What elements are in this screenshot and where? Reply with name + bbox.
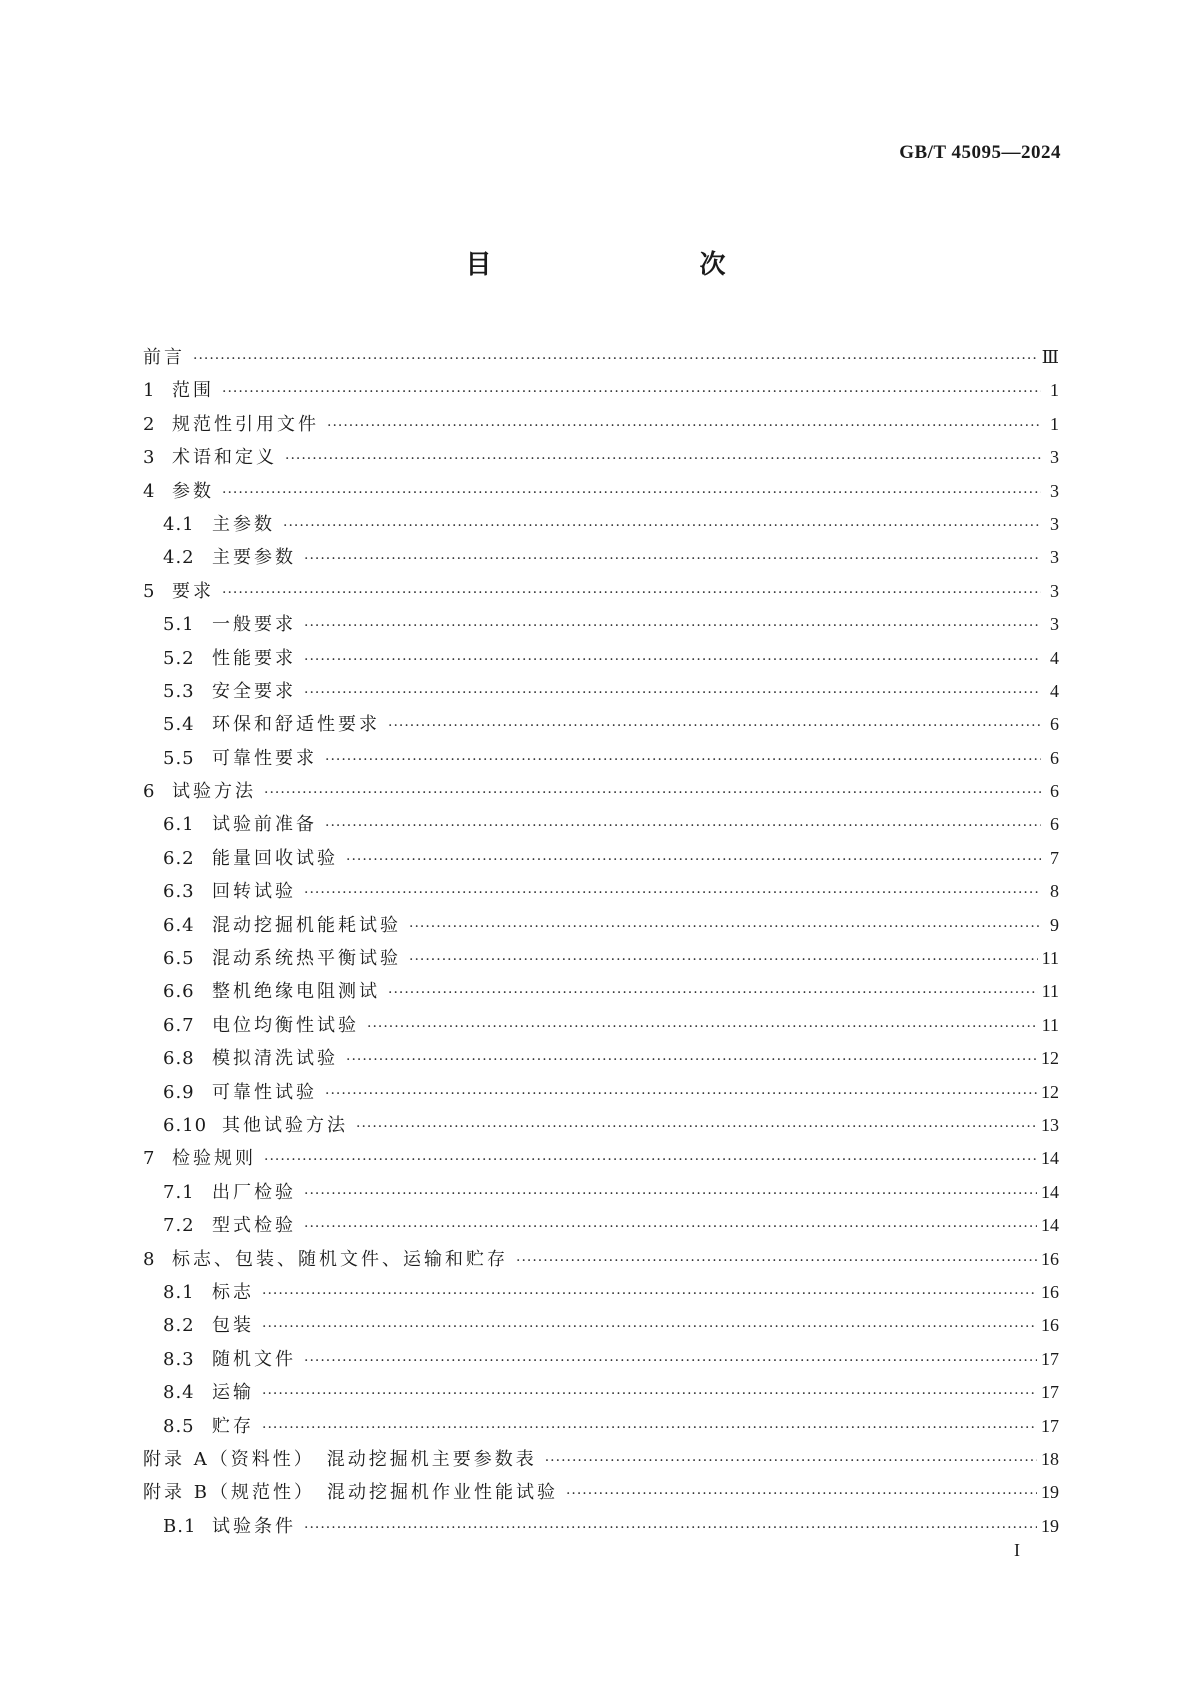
- toc-entry-number: 4.2: [163, 547, 195, 569]
- toc-entry-page: 9: [1050, 914, 1059, 935]
- dot-leader: [304, 1211, 1037, 1244]
- dot-leader: [193, 343, 1038, 376]
- toc-entry[interactable]: [143, 374, 1059, 407]
- toc-entry[interactable]: [143, 475, 1059, 508]
- toc-entry-label: 包装: [212, 1315, 254, 1337]
- toc-entry[interactable]: [143, 441, 1059, 474]
- toc-entry-page: 16: [1041, 1281, 1059, 1302]
- dot-leader: [304, 877, 1041, 910]
- dot-leader: [222, 376, 1041, 409]
- toc-entry-label: 出厂检验: [212, 1181, 296, 1203]
- toc-entry-page: 3: [1050, 513, 1059, 534]
- toc-entry-page: 19: [1041, 1515, 1059, 1536]
- toc-entry[interactable]: [143, 775, 1059, 808]
- toc-entry-page: 1: [1050, 413, 1059, 434]
- toc-entry-label: 模拟清洗试验: [212, 1048, 338, 1070]
- table-of-contents: [143, 341, 1059, 1543]
- dot-leader: [304, 543, 1041, 576]
- toc-entry-label: 一般要求: [212, 614, 296, 636]
- toc-entry[interactable]: [143, 642, 1059, 675]
- toc-entry-number: 6.6: [163, 981, 195, 1003]
- toc-entry-page: 3: [1050, 580, 1059, 601]
- toc-entry-number: 5.1: [163, 614, 195, 636]
- toc-entry-page: 17: [1041, 1348, 1059, 1369]
- toc-entry-label: 混动挖掘机能耗试验: [212, 914, 401, 936]
- toc-entry[interactable]: [143, 1309, 1059, 1342]
- toc-entry-page: 6: [1050, 781, 1059, 802]
- dot-leader: [325, 1078, 1037, 1111]
- toc-entry[interactable]: [143, 1109, 1059, 1142]
- toc-entry-page: Ⅲ: [1041, 347, 1059, 367]
- toc-entry[interactable]: [143, 909, 1059, 942]
- toc-entry-page: 3: [1050, 547, 1059, 568]
- toc-entry-label: 术语和定义: [172, 447, 277, 469]
- toc-entry-page: 12: [1041, 1048, 1059, 1069]
- toc-entry-number: 7.2: [163, 1215, 195, 1237]
- toc-entry[interactable]: [143, 742, 1059, 775]
- toc-entry-page: 14: [1041, 1215, 1059, 1236]
- toc-entry[interactable]: [143, 341, 1059, 374]
- toc-entry-number: 6.4: [163, 914, 195, 936]
- dot-leader: [409, 911, 1041, 944]
- dot-leader: [222, 577, 1041, 610]
- dot-leader: [356, 1111, 1037, 1144]
- toc-entry[interactable]: [143, 408, 1059, 441]
- dot-leader: [325, 744, 1041, 777]
- toc-entry-number: 6.1: [163, 814, 195, 836]
- toc-entry-number: 8.2: [163, 1315, 195, 1337]
- toc-entry-number: 3: [143, 447, 156, 469]
- dot-leader: [304, 677, 1041, 710]
- dot-leader: [262, 1311, 1037, 1344]
- toc-entry-label: 要求: [172, 580, 214, 602]
- toc-entry[interactable]: [143, 1009, 1059, 1042]
- toc-entry-label: 可靠性要求: [212, 747, 317, 769]
- dot-leader: [285, 443, 1041, 476]
- toc-entry[interactable]: [143, 842, 1059, 875]
- toc-entry-label: 规范性引用文件: [172, 413, 319, 435]
- toc-entry-number: 8.5: [163, 1415, 195, 1437]
- toc-entry-label: 标志、包装、随机文件、运输和贮存: [172, 1248, 508, 1270]
- toc-entry-label: 试验条件: [212, 1515, 296, 1537]
- dot-leader: [222, 477, 1041, 510]
- toc-entry-number: 7.1: [163, 1181, 195, 1203]
- toc-entry-label: 附录 A（资料性） 混动挖掘机主要参数表: [143, 1448, 537, 1470]
- toc-entry-page: 11: [1041, 981, 1059, 1002]
- dot-leader: [304, 1512, 1037, 1545]
- toc-entry[interactable]: [143, 575, 1059, 608]
- toc-entry-label: 其他试验方法: [222, 1114, 348, 1136]
- dot-leader: [264, 777, 1041, 810]
- toc-entry-page: 3: [1050, 614, 1059, 635]
- toc-entry-label: 环保和舒适性要求: [212, 714, 380, 736]
- toc-entry[interactable]: [143, 875, 1059, 908]
- toc-entry-page: 18: [1041, 1448, 1059, 1469]
- toc-entry[interactable]: [143, 1042, 1059, 1075]
- toc-entry-number: 5.2: [163, 647, 195, 669]
- dot-leader: [304, 1345, 1037, 1378]
- dot-leader: [264, 1144, 1037, 1177]
- toc-entry-page: 17: [1041, 1415, 1059, 1436]
- toc-entry-page: 16: [1041, 1315, 1059, 1336]
- toc-entry-page: 6: [1050, 714, 1059, 735]
- toc-entry-label: 性能要求: [212, 647, 296, 669]
- toc-entry-label: 型式检验: [212, 1215, 296, 1237]
- toc-entry-number: 2: [143, 413, 156, 435]
- toc-entry-label: 安全要求: [212, 680, 296, 702]
- dot-leader: [367, 1011, 1038, 1044]
- toc-entry-number: 8.3: [163, 1348, 195, 1370]
- dot-leader: [325, 810, 1041, 843]
- toc-entry-number: 6.5: [163, 948, 195, 970]
- toc-entry-label: 附录 B（规范性） 混动挖掘机作业性能试验: [143, 1482, 558, 1504]
- page-title: 目 次: [465, 250, 778, 280]
- toc-entry-number: 8.4: [163, 1382, 195, 1404]
- toc-entry-number: 5.5: [163, 747, 195, 769]
- toc-entry-page: 16: [1041, 1248, 1059, 1269]
- toc-entry[interactable]: [143, 1142, 1059, 1175]
- toc-entry[interactable]: [143, 1343, 1059, 1376]
- standard-code: GB/T 45095—2024: [899, 142, 1061, 163]
- toc-entry[interactable]: [143, 1209, 1059, 1242]
- toc-entry-number: 6.2: [163, 847, 195, 869]
- toc-entry[interactable]: [143, 1376, 1059, 1409]
- toc-entry-page: 7: [1050, 847, 1059, 868]
- toc-entry-number: 8: [143, 1248, 156, 1270]
- toc-entry[interactable]: [143, 608, 1059, 641]
- toc-entry-page: 14: [1041, 1181, 1059, 1202]
- toc-entry-page: 6: [1050, 814, 1059, 835]
- dot-leader: [516, 1245, 1037, 1278]
- toc-entry[interactable]: [143, 708, 1059, 741]
- toc-entry[interactable]: [143, 508, 1059, 541]
- dot-leader: [304, 1178, 1037, 1211]
- toc-entry-label: 混动系统热平衡试验: [212, 948, 401, 970]
- dot-leader: [262, 1412, 1037, 1445]
- toc-entry-page: 19: [1041, 1482, 1059, 1503]
- toc-entry-page: 3: [1050, 480, 1059, 501]
- toc-entry-label: 检验规则: [172, 1148, 256, 1170]
- toc-entry-page: 3: [1050, 447, 1059, 468]
- toc-entry[interactable]: [143, 1243, 1059, 1276]
- toc-entry-number: B.1: [163, 1515, 197, 1537]
- toc-entry-label: 整机绝缘电阻测试: [212, 981, 380, 1003]
- toc-entry[interactable]: [143, 1510, 1059, 1543]
- dot-leader: [327, 410, 1041, 443]
- toc-entry-number: 6.3: [163, 881, 195, 903]
- toc-entry-label: 回转试验: [212, 881, 296, 903]
- toc-entry-number: 1: [143, 380, 156, 402]
- toc-entry-page: 6: [1050, 747, 1059, 768]
- toc-entry-page: 14: [1041, 1148, 1059, 1169]
- toc-entry-label: 参数: [172, 480, 214, 502]
- toc-entry[interactable]: [143, 675, 1059, 708]
- toc-entry-number: 5.4: [163, 714, 195, 736]
- toc-entry-page: 11: [1041, 1014, 1059, 1035]
- toc-entry-label: 标志: [212, 1281, 254, 1303]
- dot-leader: [409, 944, 1038, 977]
- dot-leader: [262, 1278, 1037, 1311]
- dot-leader: [566, 1478, 1037, 1511]
- toc-entry-label: 运输: [212, 1382, 254, 1404]
- dot-leader: [304, 610, 1041, 643]
- toc-entry-number: 6: [143, 781, 156, 803]
- dot-leader: [283, 510, 1041, 543]
- toc-entry-page: 4: [1050, 680, 1059, 701]
- toc-entry-number: 4: [143, 480, 156, 502]
- toc-entry-number: 5.3: [163, 680, 195, 702]
- toc-entry-label: 能量回收试验: [212, 847, 338, 869]
- toc-entry-label: 贮存: [212, 1415, 254, 1437]
- toc-entry[interactable]: [143, 1443, 1059, 1476]
- dot-leader: [388, 977, 1038, 1010]
- toc-entry-page: 13: [1041, 1114, 1059, 1135]
- toc-entry[interactable]: [143, 1476, 1059, 1509]
- toc-entry-number: 6.7: [163, 1014, 195, 1036]
- dot-leader: [388, 710, 1041, 743]
- toc-entry-number: 5: [143, 580, 156, 602]
- dot-leader: [262, 1378, 1037, 1411]
- toc-entry[interactable]: [143, 1276, 1059, 1309]
- toc-entry[interactable]: [143, 808, 1059, 841]
- toc-entry-label: 试验方法: [172, 781, 256, 803]
- toc-entry-number: 6.10: [163, 1114, 208, 1136]
- dot-leader: [304, 644, 1041, 677]
- toc-entry-number: 7: [143, 1148, 156, 1170]
- toc-entry-number: 6.8: [163, 1048, 195, 1070]
- dot-leader: [346, 1044, 1037, 1077]
- toc-entry-page: 11: [1041, 948, 1059, 969]
- toc-entry-label: 可靠性试验: [212, 1081, 317, 1103]
- dot-leader: [545, 1445, 1037, 1478]
- dot-leader: [346, 844, 1041, 877]
- toc-entry-number: 8.1: [163, 1281, 195, 1303]
- page-number: I: [1014, 1540, 1020, 1560]
- toc-entry-page: 12: [1041, 1081, 1059, 1102]
- toc-entry[interactable]: [143, 1410, 1059, 1443]
- toc-entry[interactable]: [143, 1076, 1059, 1109]
- toc-entry-label: 前言: [143, 347, 185, 368]
- toc-entry[interactable]: [143, 942, 1059, 975]
- toc-entry-number: 6.9: [163, 1081, 195, 1103]
- toc-entry-page: 17: [1041, 1382, 1059, 1403]
- toc-entry[interactable]: [143, 1176, 1059, 1209]
- toc-entry[interactable]: [143, 541, 1059, 574]
- toc-entry-label: 试验前准备: [212, 814, 317, 836]
- toc-entry-label: 电位均衡性试验: [212, 1014, 359, 1036]
- toc-entry-page: 1: [1050, 380, 1059, 401]
- toc-entry-label: 范围: [172, 380, 214, 402]
- toc-entry-label: 随机文件: [212, 1348, 296, 1370]
- toc-entry-label: 主要参数: [212, 547, 296, 569]
- toc-entry-page: 8: [1050, 881, 1059, 902]
- toc-entry-number: 4.1: [163, 513, 195, 535]
- toc-entry-page: 4: [1050, 647, 1059, 668]
- toc-entry[interactable]: [143, 975, 1059, 1008]
- toc-entry-label: 主参数: [212, 513, 275, 535]
